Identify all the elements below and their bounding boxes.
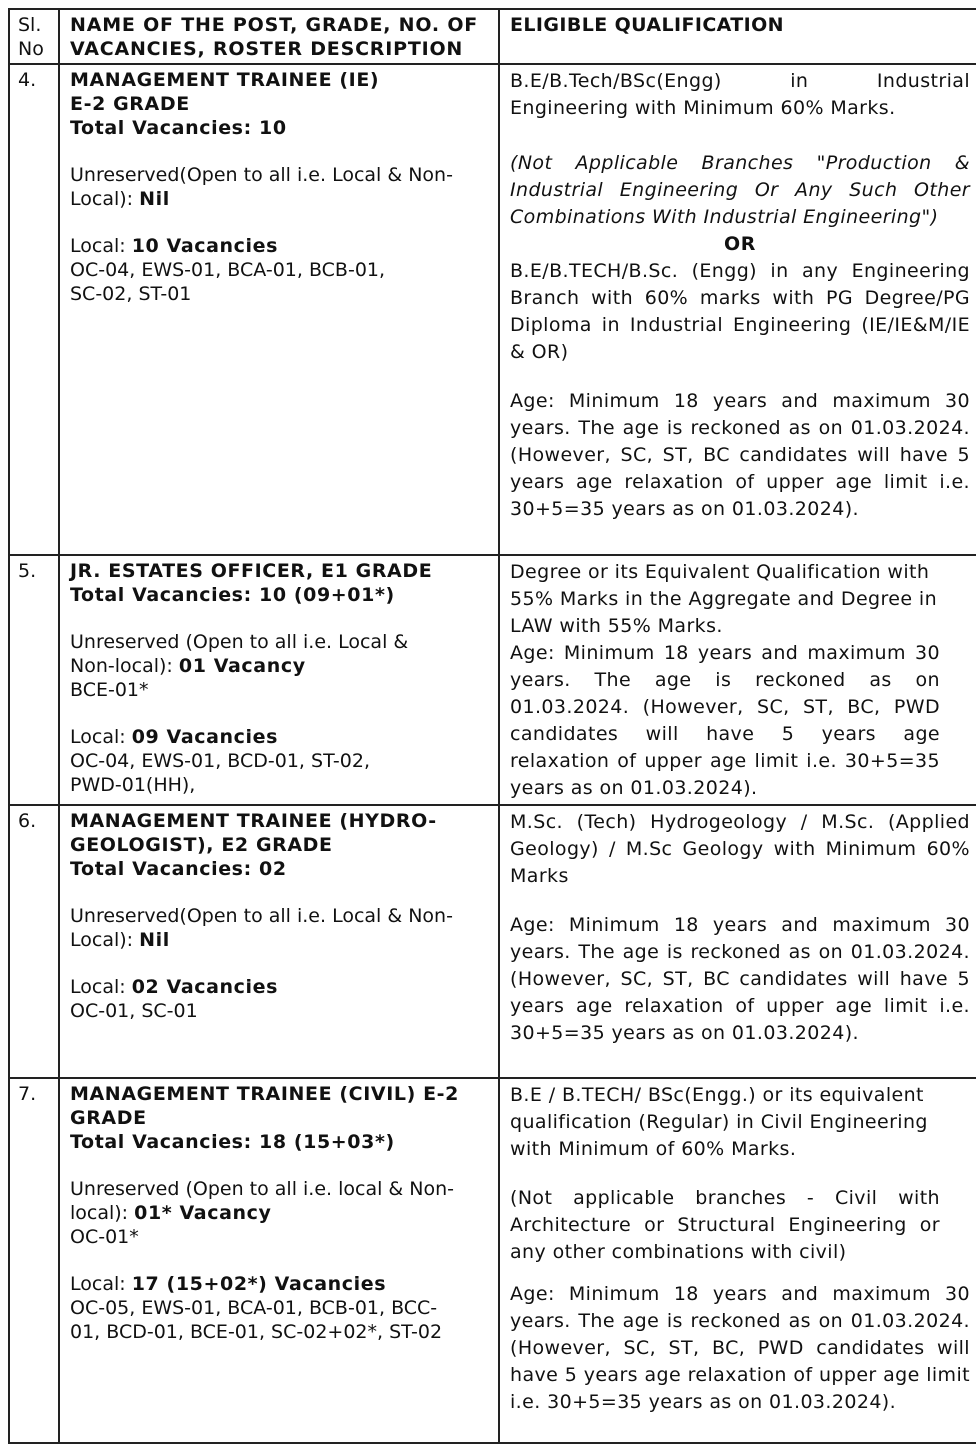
local-value: 10 Vacancies (131, 235, 279, 257)
eligible-qualification (499, 555, 976, 805)
post-grade: E-2 GRADE (70, 93, 190, 115)
post-details (59, 64, 499, 555)
roster-description: OC-05, EWS-01, BCA-01, BCB-01, BCC-01, BCD-01, BCE-01, SC-02+02*, ST-02 (70, 1297, 443, 1343)
qualification-main: Degree or its Equivalent Qualification with 55% Marks in the Aggregate and Degree in LAW with 55% Marks. (510, 561, 938, 637)
post-title: JR. ESTATES OFFICER, E1 GRADE (70, 560, 433, 582)
qualification-main: M.Sc. (Tech) Hydrogeology / M.Sc. (Applied Geology) / M.Sc Geology with Minimum 60% Marks (510, 811, 970, 887)
unreserved-value: Nil (139, 188, 170, 210)
unreserved-label: Unreserved(Open to all i.e. Local & Non-Local): (70, 905, 453, 951)
eligible-qualification (499, 805, 976, 1078)
table-row (9, 64, 976, 555)
qualification-note: (Not Applicable Branches "Production & Industrial Engineering Or Any Such Other Combinations With Industrial Engineering") (510, 152, 970, 228)
table-header-row (9, 9, 976, 64)
local-info (70, 1272, 488, 1296)
table-row (9, 805, 976, 1078)
local-label: Local: (70, 235, 126, 257)
local-label: Local: (70, 976, 126, 998)
total-vacancies: Total Vacancies: 10 (70, 117, 287, 139)
age-criteria: Age: Minimum 18 years and maximum 30 years. The age is reckoned as on 01.03.2024. (However, SC, ST, BC candidates will have 5 years age relaxation of upper age limit i.e. 30+5=35 years as on 01.03.2024). (510, 390, 970, 520)
unreserved-value: 01* Vacancy (134, 1202, 272, 1224)
age-criteria: Age: Minimum 18 years and maximum 30 years. The age is reckoned as on 01.03.2024. (However, SC, ST, BC, PWD candidates will have 5 years age relaxation of upper age limit i.e. 30+5=35 years as on 01.03.2024). (510, 1283, 970, 1413)
sl-no: 7. (9, 1078, 59, 1443)
qualification-main: B.E/B.Tech/BSc(Engg) in Industrial Engineering with Minimum 60% Marks. (510, 70, 970, 119)
eligible-qualification (499, 64, 976, 555)
local-value: 02 Vacancies (131, 976, 279, 998)
sl-no: 5. (9, 555, 59, 805)
post-details (59, 555, 499, 805)
post-title: MANAGEMENT TRAINEE (IE) (70, 69, 380, 91)
eligible-qualification (499, 1078, 976, 1443)
local-info (70, 725, 488, 749)
post-title: MANAGEMENT TRAINEE (CIVIL) E-2 GRADE (70, 1083, 459, 1129)
age-criteria: Age: Minimum 18 years and maximum 30 years. The age is reckoned as on 01.03.2024. (However, SC, ST, BC candidates will have 5 years age relaxation of upper age limit i.e. 30+5=35 years as on 01.03.2024). (510, 914, 970, 1044)
total-vacancies: Total Vacancies: 10 (09+01*) (70, 584, 395, 606)
local-value: 17 (15+02*) Vacancies (131, 1273, 387, 1295)
post-name-header: NAME OF THE POST, GRADE, NO. OF VACANCIES, ROSTER DESCRIPTION (59, 9, 499, 64)
local-info (70, 975, 488, 999)
post-details (59, 805, 499, 1078)
qualification-note: (Not applicable branches - Civil with Architecture or Structural Engineering or any other combinations with civil) (510, 1187, 940, 1263)
local-value: 09 Vacancies (131, 726, 279, 748)
sl-no-header: Sl. No (9, 9, 59, 64)
unreserved-info (70, 1177, 488, 1225)
unreserved-label: Unreserved(Open to all i.e. Local & Non-Local): (70, 164, 453, 210)
roster-description: OC-01, SC-01 (70, 1000, 198, 1022)
unreserved-value: Nil (139, 929, 170, 951)
qualification-alternative: B.E/B.TECH/B.Sc. (Engg) in any Engineering Branch with 60% marks with PG Degree/PG Diploma in Industrial Engineering (IE/IE&M/IE & OR) (510, 260, 970, 363)
post-details (59, 1078, 499, 1443)
unreserved-roster: OC-01* (70, 1226, 139, 1248)
total-vacancies: Total Vacancies: 18 (15+03*) (70, 1131, 395, 1153)
local-label: Local: (70, 726, 126, 748)
qualification-main: B.E / B.TECH/ BSc(Engg.) or its equivalent qualification (Regular) in Civil Engineering with Minimum of 60% Marks. (510, 1084, 928, 1160)
post-title: MANAGEMENT TRAINEE (HYDRO-GEOLOGIST), E2 GRADE (70, 810, 437, 856)
sl-no: 6. (9, 805, 59, 1078)
roster-description: OC-04, EWS-01, BCD-01, ST-02, PWD-01(HH), (70, 750, 371, 796)
table-row (9, 555, 976, 805)
total-vacancies: Total Vacancies: 02 (70, 858, 287, 880)
unreserved-label: Unreserved (Open to all i.e. Local & Non-local): (70, 631, 409, 677)
unreserved-label: Unreserved (Open to all i.e. local & Non-local): (70, 1178, 455, 1224)
qualification-header: ELIGIBLE QUALIFICATION (499, 9, 976, 64)
age-criteria: Age: Minimum 18 years and maximum 30 years. The age is reckoned as on 01.03.2024. (However, SC, ST, BC, PWD candidates will have 5 years age relaxation of upper age limit i.e. 30+5=35 years as on 01.03.2024). (510, 642, 940, 799)
unreserved-info (70, 163, 488, 211)
qualification-or: OR (724, 233, 756, 255)
unreserved-value: 01 Vacancy (178, 655, 306, 677)
unreserved-roster: BCE-01* (70, 679, 149, 701)
unreserved-info (70, 904, 488, 952)
local-label: Local: (70, 1273, 126, 1295)
table-row (9, 1078, 976, 1443)
vacancy-table (8, 8, 976, 1444)
sl-no: 4. (9, 64, 59, 555)
unreserved-info (70, 630, 450, 678)
roster-description: OC-04, EWS-01, BCA-01, BCB-01, SC-02, ST-01 (70, 259, 386, 305)
local-info (70, 234, 488, 258)
